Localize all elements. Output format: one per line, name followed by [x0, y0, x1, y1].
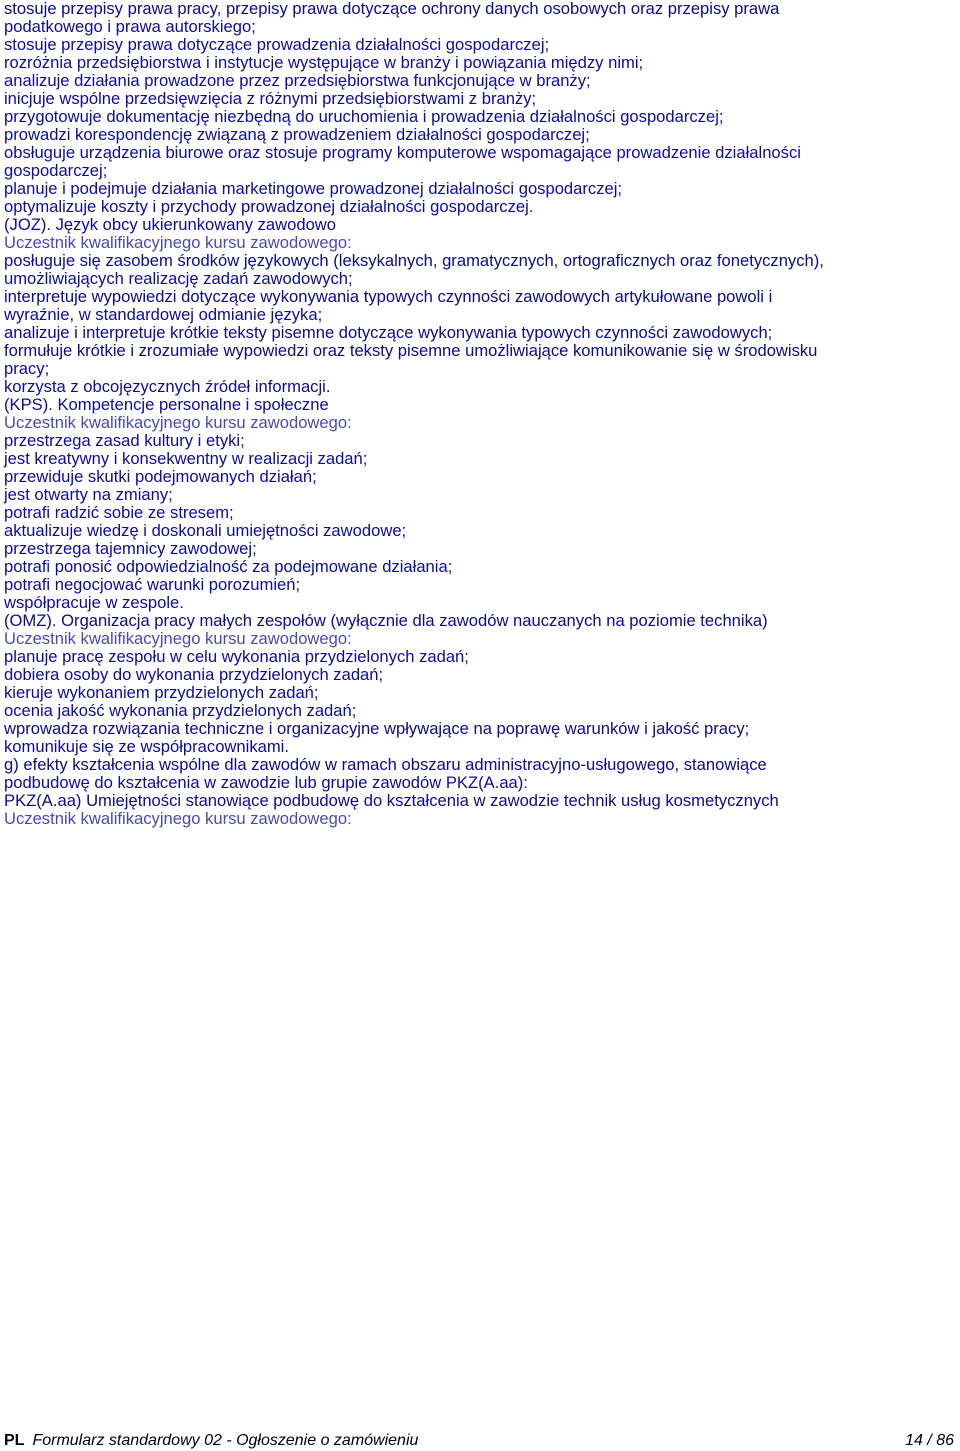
document-line: potrafi negocjować warunki porozumień;: [4, 575, 301, 594]
document-line: optymalizuje koszty i przychody prowadzonej działalności gospodarczej.: [4, 197, 534, 216]
document-line: podbudowę do kształcenia w zawodzie lub grupie zawodów PKZ(A.aa):: [4, 773, 528, 792]
document-line: podatkowego i prawa autorskiego;: [4, 17, 256, 36]
document-line: korzysta z obcojęzycznych źródeł informacji.: [4, 377, 331, 396]
footer-page-number: 14 / 86: [905, 1432, 954, 1449]
document-line: g) efekty kształcenia wspólne dla zawodów w ramach obszaru administracyjno-usługowego, stanowiące: [4, 755, 767, 774]
document-line: umożliwiających realizację zadań zawodowych;: [4, 269, 353, 288]
document-line: ocenia jakość wykonania przydzielonych zadań;: [4, 701, 357, 720]
document-line: posługuje się zasobem środków językowych (leksykalnych, gramatycznych, ortograficznych oraz fonetycznych),: [4, 251, 824, 270]
document-line: analizuje działania prowadzone przez przedsiębiorstwa funkcjonujące w branży;: [4, 71, 591, 90]
document-line: komunikuje się ze współpracownikami.: [4, 737, 289, 756]
document-line: prowadzi korespondencję związaną z prowadzeniem działalności gospodarczej;: [4, 125, 590, 144]
document-line: planuje pracę zespołu w celu wykonania przydzielonych zadań;: [4, 647, 469, 666]
document-line: przestrzega tajemnicy zawodowej;: [4, 539, 257, 558]
document-line: potrafi ponosić odpowiedzialność za podejmowane działania;: [4, 557, 453, 576]
document-line: potrafi radzić sobie ze stresem;: [4, 503, 234, 522]
document-line: współpracuje w zespole.: [4, 593, 184, 612]
document-line: inicjuje wspólne przedsięwzięcia z różnymi przedsiębiorstwami z branży;: [4, 89, 537, 108]
document-line: przewiduje skutki podejmowanych działań;: [4, 467, 317, 486]
document-line: formułuje krótkie i zrozumiałe wypowiedzi oraz teksty pisemne umożliwiające komunikowanie się w środowisku: [4, 341, 818, 360]
document-line: dobiera osoby do wykonania przydzielonych zadań;: [4, 665, 384, 684]
document-line: (KPS). Kompetencje personalne i społeczne: [4, 395, 329, 414]
document-line: (JOZ). Język obcy ukierunkowany zawodowo: [4, 215, 337, 234]
document-line: Uczestnik kwalifikacyjnego kursu zawodowego:: [4, 413, 352, 432]
document-line: interpretuje wypowiedzi dotyczące wykonywania typowych czynności zawodowych artykułowane powoli i: [4, 287, 773, 306]
document-body: [4, 0, 956, 828]
page-footer: [4, 1431, 954, 1451]
document-line: rozróżnia przedsiębiorstwa i instytucje występujące w branży i powiązania między nimi;: [4, 53, 644, 72]
document-line: pracy;: [4, 359, 50, 378]
document-line: gospodarczej;: [4, 161, 108, 180]
document-line: Uczestnik kwalifikacyjnego kursu zawodowego:: [4, 629, 352, 648]
footer-form-title: Formularz standardowy 02 - Ogłoszenie o zamówieniu: [32, 1432, 419, 1449]
document-line: Uczestnik kwalifikacyjnego kursu zawodowego:: [4, 809, 352, 828]
footer-language-code: PL: [4, 1432, 25, 1449]
document-line: analizuje i interpretuje krótkie teksty pisemne dotyczące wykonywania typowych czynności zawodowych;: [4, 323, 773, 342]
document-line: aktualizuje wiedzę i doskonali umiejętności zawodowe;: [4, 521, 407, 540]
document-line: stosuje przepisy prawa dotyczące prowadzenia działalności gospodarczej;: [4, 35, 550, 54]
document-line: kieruje wykonaniem przydzielonych zadań;: [4, 683, 319, 702]
document-line: przygotowuje dokumentację niezbędną do uruchomienia i prowadzenia działalności gospodarczej;: [4, 107, 724, 126]
document-line: (OMZ). Organizacja pracy małych zespołów (wyłącznie dla zawodów nauczanych na poziomie technika): [4, 611, 768, 630]
document-line: wprowadza rozwiązania techniczne i organizacyjne wpływające na poprawę warunków i jakość pracy;: [4, 719, 750, 738]
document-line: przestrzega zasad kultury i etyki;: [4, 431, 245, 450]
document-line: Uczestnik kwalifikacyjnego kursu zawodowego:: [4, 233, 352, 252]
document-line: PKZ(A.aa) Umiejętności stanowiące podbudowę do kształcenia w zawodzie technik usług kosmetycznych: [4, 791, 779, 810]
document-line: obsługuje urządzenia biurowe oraz stosuje programy komputerowe wspomagające prowadzenie działalności: [4, 143, 801, 162]
document-line: planuje i podejmuje działania marketingowe prowadzonej działalności gospodarczej;: [4, 179, 623, 198]
document-line: stosuje przepisy prawa pracy, przepisy prawa dotyczące ochrony danych osobowych oraz przepisy prawa: [4, 0, 780, 18]
document-line: jest otwarty na zmiany;: [4, 485, 173, 504]
document-line: wyraźnie, w standardowej odmianie języka;: [4, 305, 323, 324]
document-line: jest kreatywny i konsekwentny w realizacji zadań;: [4, 449, 368, 468]
